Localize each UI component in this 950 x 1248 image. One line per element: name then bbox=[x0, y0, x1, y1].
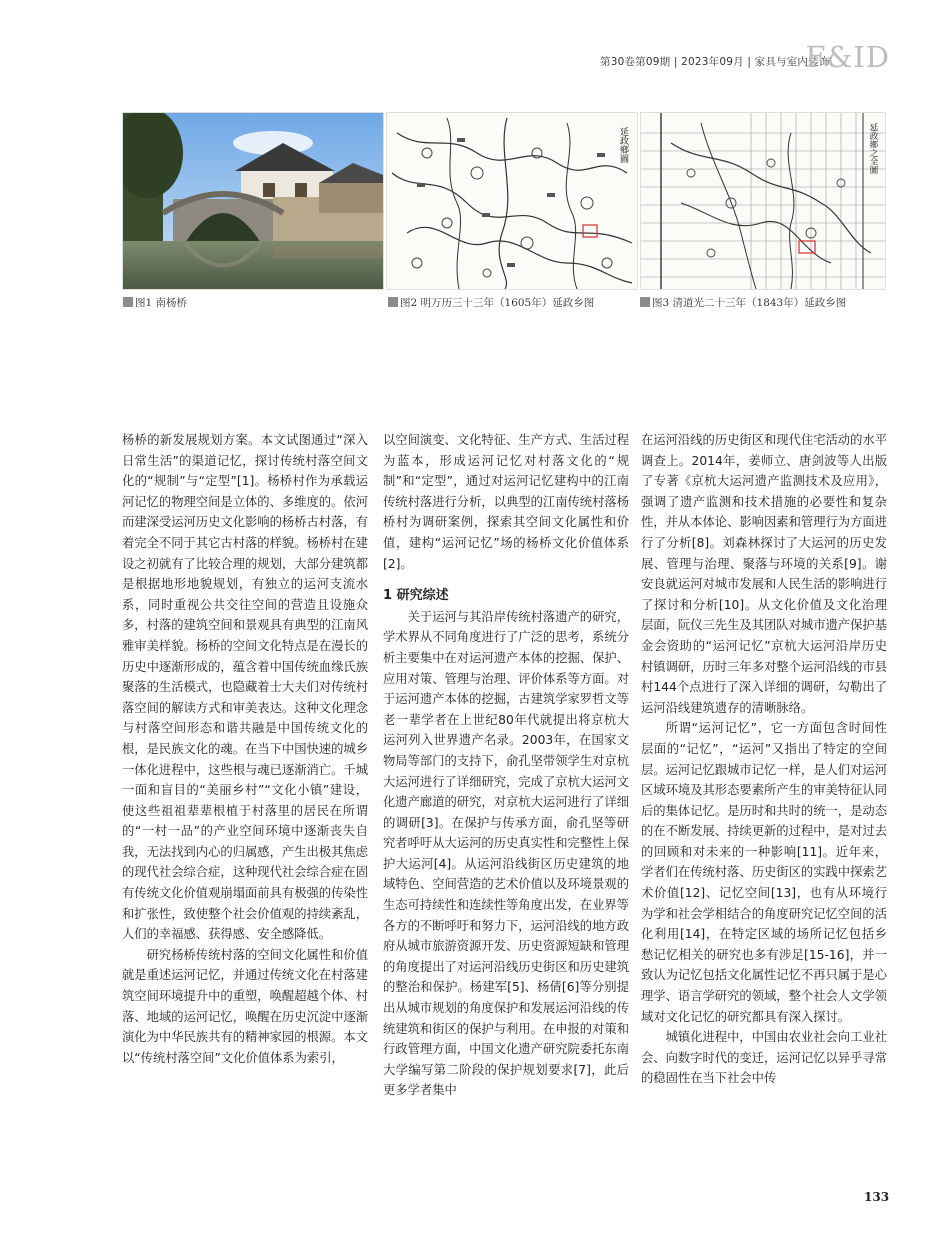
figure-1-caption bbox=[123, 295, 187, 310]
map-1605 bbox=[387, 113, 637, 289]
figure-2-caption-text: 图2 明万历三十三年（1605年）延政乡图 bbox=[400, 297, 595, 309]
paragraph: 杨桥的新发展规划方案。本文试图通过“深入日常生活”的渠道记忆，探讨传统村落空间文化的“规制”与“定型”[1]。杨桥村作为承载运河记忆的物理空间是立体的、多维度的。依河而建深受运河历史文化影响的杨桥古村落，有着完全不同于其它古村落的样貌。杨桥村在建设之初就有了比较合理的规划，大部分建筑都是根据地形地貌规划，有独立的运河支流水系，同时重视公共交往空间的营造且设施众多，村落的建筑空间和景观具有典型的江南风雅审美样貌。杨桥的空间文化特点是在漫长的历史中逐渐形成的，蕴含着中国传统血缘氏族聚落的生活模式，也隐藏着士大夫们对传统村落空间的解读方式和审美表达。这种文化理念与村落空间形态和谐共融是中国传统文化的根，是民族文化的魂。在当下中国快速的城乡一体化进程中，这些根与魂已逐渐消亡。千城一面和盲目的“美丽乡村”“文化小镇”建设，使这些祖祖辈辈根植于村落里的居民在所谓的“一村一品”的产业空间环境中逐渐丧失自我，无法找到内心的归属感，产生出极其焦虑的现代社会综合症，这种现代社会综合症在固有传统文化价值观崩塌面前具有极强的传染性和扩张性，致使整个社会价值观的持续紊乱，人们的幸福感、获得感、安全感降低。 bbox=[122, 433, 368, 942]
figure-1-photo bbox=[122, 112, 384, 290]
caption-marker-icon bbox=[123, 297, 133, 307]
paragraph: 关于运河与其沿岸传统村落遗产的研究，学术界从不同角度进行了广泛的思考，系统分析主要集中在对运河遗产本体的挖掘、保护、应用对策、管理与治理、评价体系等方面。对于运河遗产本体的挖掘，古建筑学家罗哲文等老一辈学者在上世纪80年代就提出将京杭大运河列入世界遗产名录。2003年，在国家文物局等部门的支持下，俞孔坚带领学生对京杭大运河进行了详细研究，完成了京杭大运河文化遗产廊道的研究，对京杭大运河进行了详细的调研[3]。在保护与传承方面，俞孔坚等研究者呼吁从大运河的历史真实性和完整性上保护大运河[4]。从运河沿线街区历史建筑的地域特色、空间营造的艺术价值以及环境景观的生态可持续性和连续性等角度出发，在业界等各方的不断呼吁和努力下，运河沿线的地方政府从城市旅游资源开发、历史资源短缺和管理的角度提出了对运河沿线历史街区和历史建筑的整治和保护。杨建军[5]、杨倩[6]等分别提出从城市规划的角度保护和发展运河沿线的传统建筑和街区的保护与利用。在申报的对策和行政管理方面，中国文化遗产研究院委托东南大学编写第二阶段的保护规划要求[7]，此后更多学者集中 bbox=[383, 609, 629, 1098]
caption-marker-icon bbox=[640, 297, 650, 307]
paragraph: 研究杨桥传统村落的空间文化属性和价值就是重述运河记忆，并通过传统文化在村落建筑空间环境提升中的重塑，唤醒超越个体、村落、地域的运河记忆，唤醒在历史沉淀中逐渐演化为中华民族共有的精神家园的根源。本文以“传统村落空间”文化价值体系为索引， bbox=[122, 947, 368, 1065]
figure-3-caption-text: 图3 清道光二十三年（1843年）延政乡图 bbox=[652, 297, 847, 309]
section-heading: 1 研究综述 bbox=[383, 588, 449, 604]
figure-3-map bbox=[640, 112, 886, 290]
paragraph: 所谓“运河记忆”，它一方面包含时间性层面的“记忆”，“运河”又指出了特定的空间层。运河记忆跟城市记忆一样，是人们对运河区域环境及其形态要素所产生的审美特征认同后的集体记忆。是历时和共时的统一，是动态的在不断发展、持续更新的过程中，是对过去的回顾和对未来的一种影响[11]。近年来，学者们在传统村落、历史街区的实践中探索艺术价值[12]、记忆空间[13]，也有从环境行为学和社会学相结合的角度研究记忆空间的活化利用[14]，在特定区域的场所记忆包括乡愁记忆相关的研究也多有涉足[15-16]，并一致认为记忆包括文化属性记忆不再只属于是心理学、语言学研究的领域，整个社会人文学领域对文化记忆的研究都具有深入探讨。 bbox=[641, 721, 887, 1024]
journal-brand: F&ID bbox=[805, 40, 890, 74]
paragraph: 在运河沿线的历史街区和现代住宅活动的水平调查上。2014年，姜师立、唐剑波等人出版了专著《京杭大运河遗产监测技术及应用》，强调了遗产监测和技术措施的必要性和复杂性，并从本体论、影响因素和管理行为方面进行了分析[8]。刘森林探讨了大运河的历史发展、管理与治理、聚落与环境的关系[9]。谢安良就运河对城市发展和人民生活的影响进行了探讨和分析[10]。从文化价值及文化治理层面，阮仪三先生及其团队对城市遗产保护基金会资助的“运河记忆”京杭大运河沿岸历史村镇调研，历时三年多对整个运河沿线的市县村144个点进行了深入详细的调研，勾勒出了运河沿线建筑遗存的清晰脉络。 bbox=[641, 433, 887, 715]
page-header bbox=[600, 40, 890, 74]
paragraph: 城镇化进程中，中国由农业社会向工业社会、向数字时代的变迁，运河记忆以异乎寻常的稳固性在当下社会中传 bbox=[641, 1030, 887, 1086]
figure-3-caption bbox=[640, 295, 846, 310]
text-column-2 bbox=[383, 430, 629, 1170]
bridge-photo bbox=[123, 113, 383, 289]
journal-meta: 第30卷第09期 | 2023年09月 | 家具与室内装饰 bbox=[600, 56, 830, 68]
figure-2-map bbox=[386, 112, 638, 290]
page-number: 133 bbox=[864, 1190, 890, 1204]
map-1843 bbox=[641, 113, 885, 289]
map-1843-title: 延政鄉之全圖 bbox=[868, 123, 878, 174]
text-column-1 bbox=[122, 430, 368, 1170]
figure-2-caption bbox=[388, 295, 594, 310]
map-1605-title: 延政鄉圖 bbox=[618, 127, 628, 163]
text-column-3 bbox=[641, 430, 887, 1170]
paragraph: 以空间演变、文化特征、生产方式、生活过程为蓝本，形成运河记忆对村落文化的“规制”和“定型”，通过对运河记忆建构中的江南传统村落进行分析，以典型的江南传统村落杨桥村为调研案例，探索其空间文化属性和价值，建构“运河记忆”场的杨桥文化价值体系[2]。 bbox=[383, 433, 629, 571]
figure-1-caption-text: 图1 南杨桥 bbox=[135, 297, 188, 309]
caption-marker-icon bbox=[388, 297, 398, 307]
